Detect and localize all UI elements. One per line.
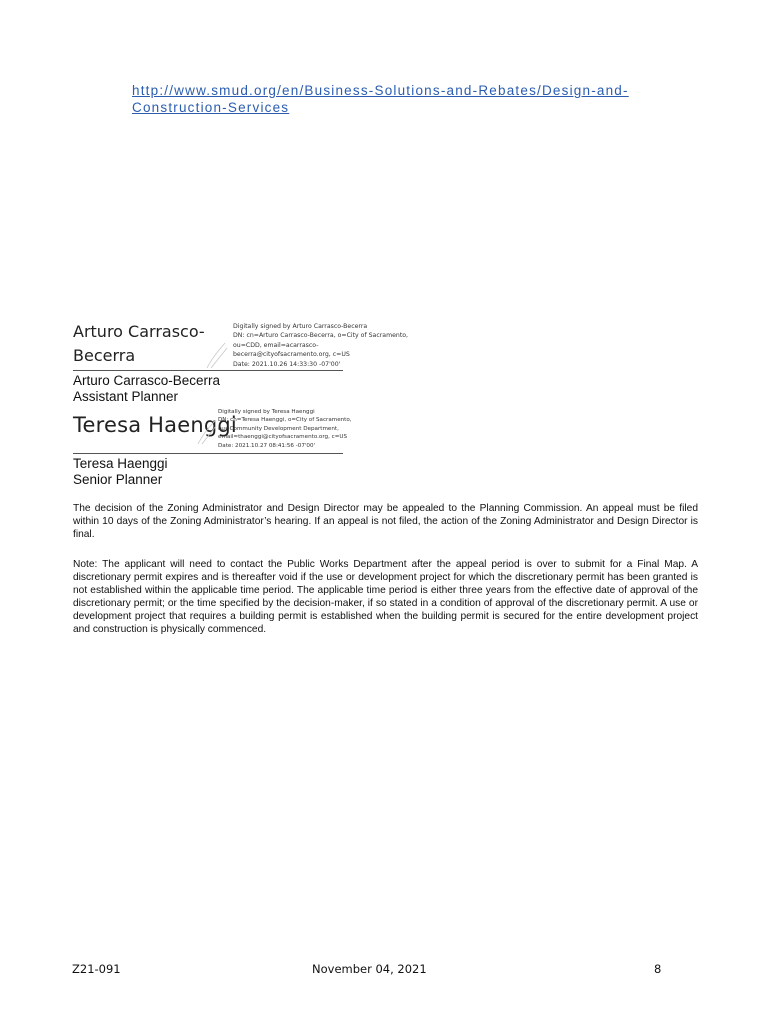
stamp-line: Digitally signed by Arturo Carrasco-Becerra xyxy=(233,323,368,330)
stamp-line: becerra@cityofsacramento.org, c=US xyxy=(233,351,350,359)
appeal-paragraph: The decision of the Zoning Administrator and Design Director may be appealed to the Planning Commission. An appeal must be filed within 10 days of the Zoning Administrator’s hearing. If an appeal is not filed, the action of the Zoning Administrator and Design Director is final. xyxy=(73,503,698,540)
stamp-line: ou=CDD, email=acarrasco- xyxy=(233,341,319,349)
signature-line-2 xyxy=(73,453,343,454)
signature-stroke-icon xyxy=(196,418,218,446)
design-construction-services-link[interactable] xyxy=(132,82,692,116)
signer-block-2 xyxy=(73,456,168,488)
footer-date: November 04, 2021 xyxy=(312,962,427,976)
signer-title: Senior Planner xyxy=(73,472,163,487)
footer-case-number: Z21-091 xyxy=(72,962,121,976)
note-paragraph: Note: The applicant will need to contact the Public Works Department after the appeal period is over to submit for a Final Map. A discretionary permit expires and is thereafter void if the use or development project for which the discretionary permit has been granted is not established within the applicable time period. The applicable time period is either three years from the effective date of approval of the discretionary permit; or the time specified by the decision-maker, if so stated in a condition of approval of the discretionary permit. A use or development project that requires a building permit is established when the building permit is secured for the entire development project and construction is physically commenced. xyxy=(73,559,698,635)
signer-name: Teresa Haenggi xyxy=(73,456,168,471)
stamp-line: Date: 2021.10.26 14:33:30 -07'00' xyxy=(233,360,341,368)
link-line-1[interactable]: http://www.smud.org/en/Business-Solutions-and-Rebates/Design-and- xyxy=(132,83,629,98)
signer-block-1 xyxy=(73,373,220,405)
signature-teresa: Teresa Haenggi xyxy=(73,413,237,437)
signature-text-line-2: Becerra xyxy=(73,346,136,365)
signer-name: Arturo Carrasco-Becerra xyxy=(73,373,221,388)
digital-signature-stamp-1 xyxy=(233,322,408,369)
link-line-2[interactable]: Construction-Services xyxy=(132,100,290,115)
stamp-line: DN: cn=Arturo Carrasco-Becerra, o=City of Sacramento, xyxy=(233,332,409,340)
stamp-line: Date: 2021.10.27 08:41:56 -07'00' xyxy=(218,442,316,449)
stamp-line: DN: cn=Teresa Haenggi, o=City of Sacramento, xyxy=(218,417,352,424)
digital-signature-stamp-2 xyxy=(218,408,352,450)
signature-line-1 xyxy=(73,370,343,371)
signature-text-line-1: Arturo Carrasco- xyxy=(73,322,205,341)
signer-title: Assistant Planner xyxy=(73,389,179,404)
stamp-line: Digitally signed by Teresa Haenggi xyxy=(218,409,315,415)
signature-arturo xyxy=(73,320,205,368)
stamp-line: ou=Community Development Department, xyxy=(218,425,339,432)
signature-stroke-icon xyxy=(205,340,229,370)
stamp-line: email=thaenggi@cityofsacramento.org, c=US xyxy=(218,434,348,441)
page-number: 8 xyxy=(654,962,662,976)
